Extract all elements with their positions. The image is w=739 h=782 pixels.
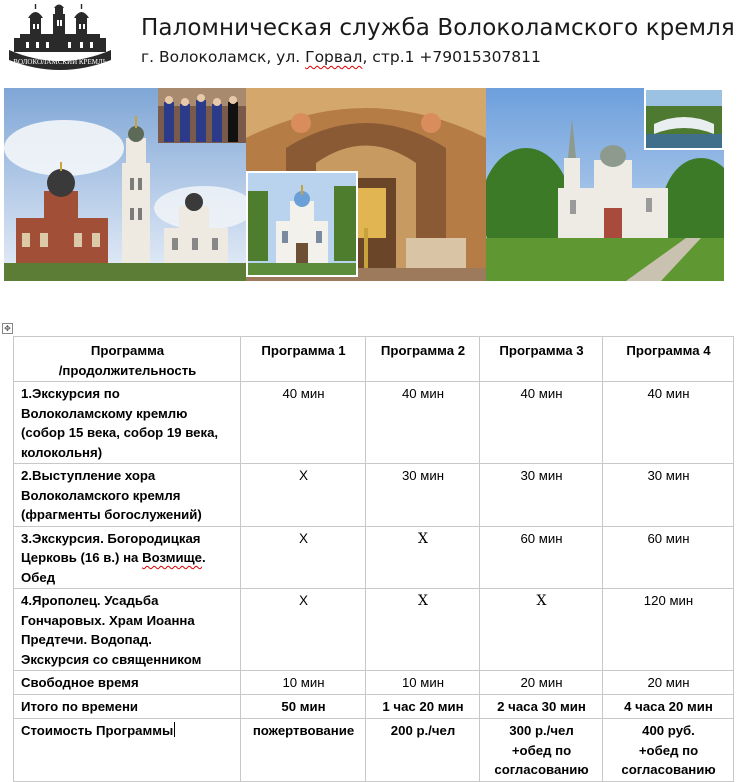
cell-value: 300 р./чел +обед по согласованию [480,719,603,782]
row-label-yaropolets: 4.Ярополец. Усадьба Гончаровых. Храм Иоанна Предтечи. Водопад. Экскурсия со священником [14,589,241,671]
table-row [14,671,734,695]
table-row [14,695,734,719]
cell-value: 40 мин [241,382,366,464]
page-title: Паломническая служба Волоколамского кремля [141,15,735,41]
cell-value: 200 р./чел [366,719,480,782]
program-table [13,336,734,782]
cell-value: Х [241,526,366,589]
header-program-4: Программа 4 [603,337,734,382]
small-church-photo [246,171,358,277]
cell-value: 120 мин [603,589,734,671]
svg-text:ВОЛОКОЛАМСКИЙ КРЕМЛЬ: ВОЛОКОЛАМСКИЙ КРЕМЛЬ [13,58,107,66]
table-row [14,382,734,464]
kremlin-logo [6,4,114,74]
photo-banner [4,88,724,281]
table-row [14,526,734,589]
cell-value: 30 мин [366,464,480,527]
cell-value: 40 мин [603,382,734,464]
cell-value: Х [366,526,480,589]
text-cursor [174,722,175,737]
table-row [14,719,734,782]
row-label-price: Стоимость Программы [14,719,241,782]
table-row [14,464,734,527]
cell-value: 60 мин [603,526,734,589]
address-line: г. Волоколамск, ул. Горвал, стр.1 +79015307811 [141,48,541,66]
cell-value: 40 мин [366,382,480,464]
header-program-3: Программа 3 [480,337,603,382]
cell-value: 400 руб. +обед по согласованию [603,719,734,782]
cell-value: 2 часа 30 мин [480,695,603,719]
cell-value: 40 мин [480,382,603,464]
header-label-cell: Программа /продолжительность [14,337,241,382]
cell-value: 30 мин [480,464,603,527]
header-program-2: Программа 2 [366,337,480,382]
cell-value: Х [241,464,366,527]
cell-value: 10 мин [366,671,480,695]
table-header-row [14,337,734,382]
waterfall-photo [644,88,724,150]
row-label-bogoroditskaya: 3.Экскурсия. Богородицкая Церковь (16 в.) на Возмище. Обед [14,526,241,589]
cell-value: пожертвование [241,719,366,782]
cell-value: Х [241,589,366,671]
cell-value: 60 мин [480,526,603,589]
cell-value: 20 мин [480,671,603,695]
table-row [14,589,734,671]
cell-value: 4 часа 20 мин [603,695,734,719]
header-program-1: Программа 1 [241,337,366,382]
cell-value: 20 мин [603,671,734,695]
row-label-free-time: Свободное время [14,671,241,695]
row-label-kremlin-tour: 1.Экскурсия по Волоколамскому кремлю (собор 15 века, собор 19 века, колокольня) [14,382,241,464]
cell-value: Х [480,589,603,671]
cell-value: Х [366,589,480,671]
row-label-total-time: Итого по времени [14,695,241,719]
row-label-choir: 2.Выступление хора Волоколамского кремля (фрагменты богослужений) [14,464,241,527]
cell-value: 1 час 20 мин [366,695,480,719]
choir-photo [158,88,246,143]
cell-value: 50 мин [241,695,366,719]
table-move-handle[interactable]: ✥ [2,323,13,334]
cell-value: 30 мин [603,464,734,527]
cell-value: 10 мин [241,671,366,695]
